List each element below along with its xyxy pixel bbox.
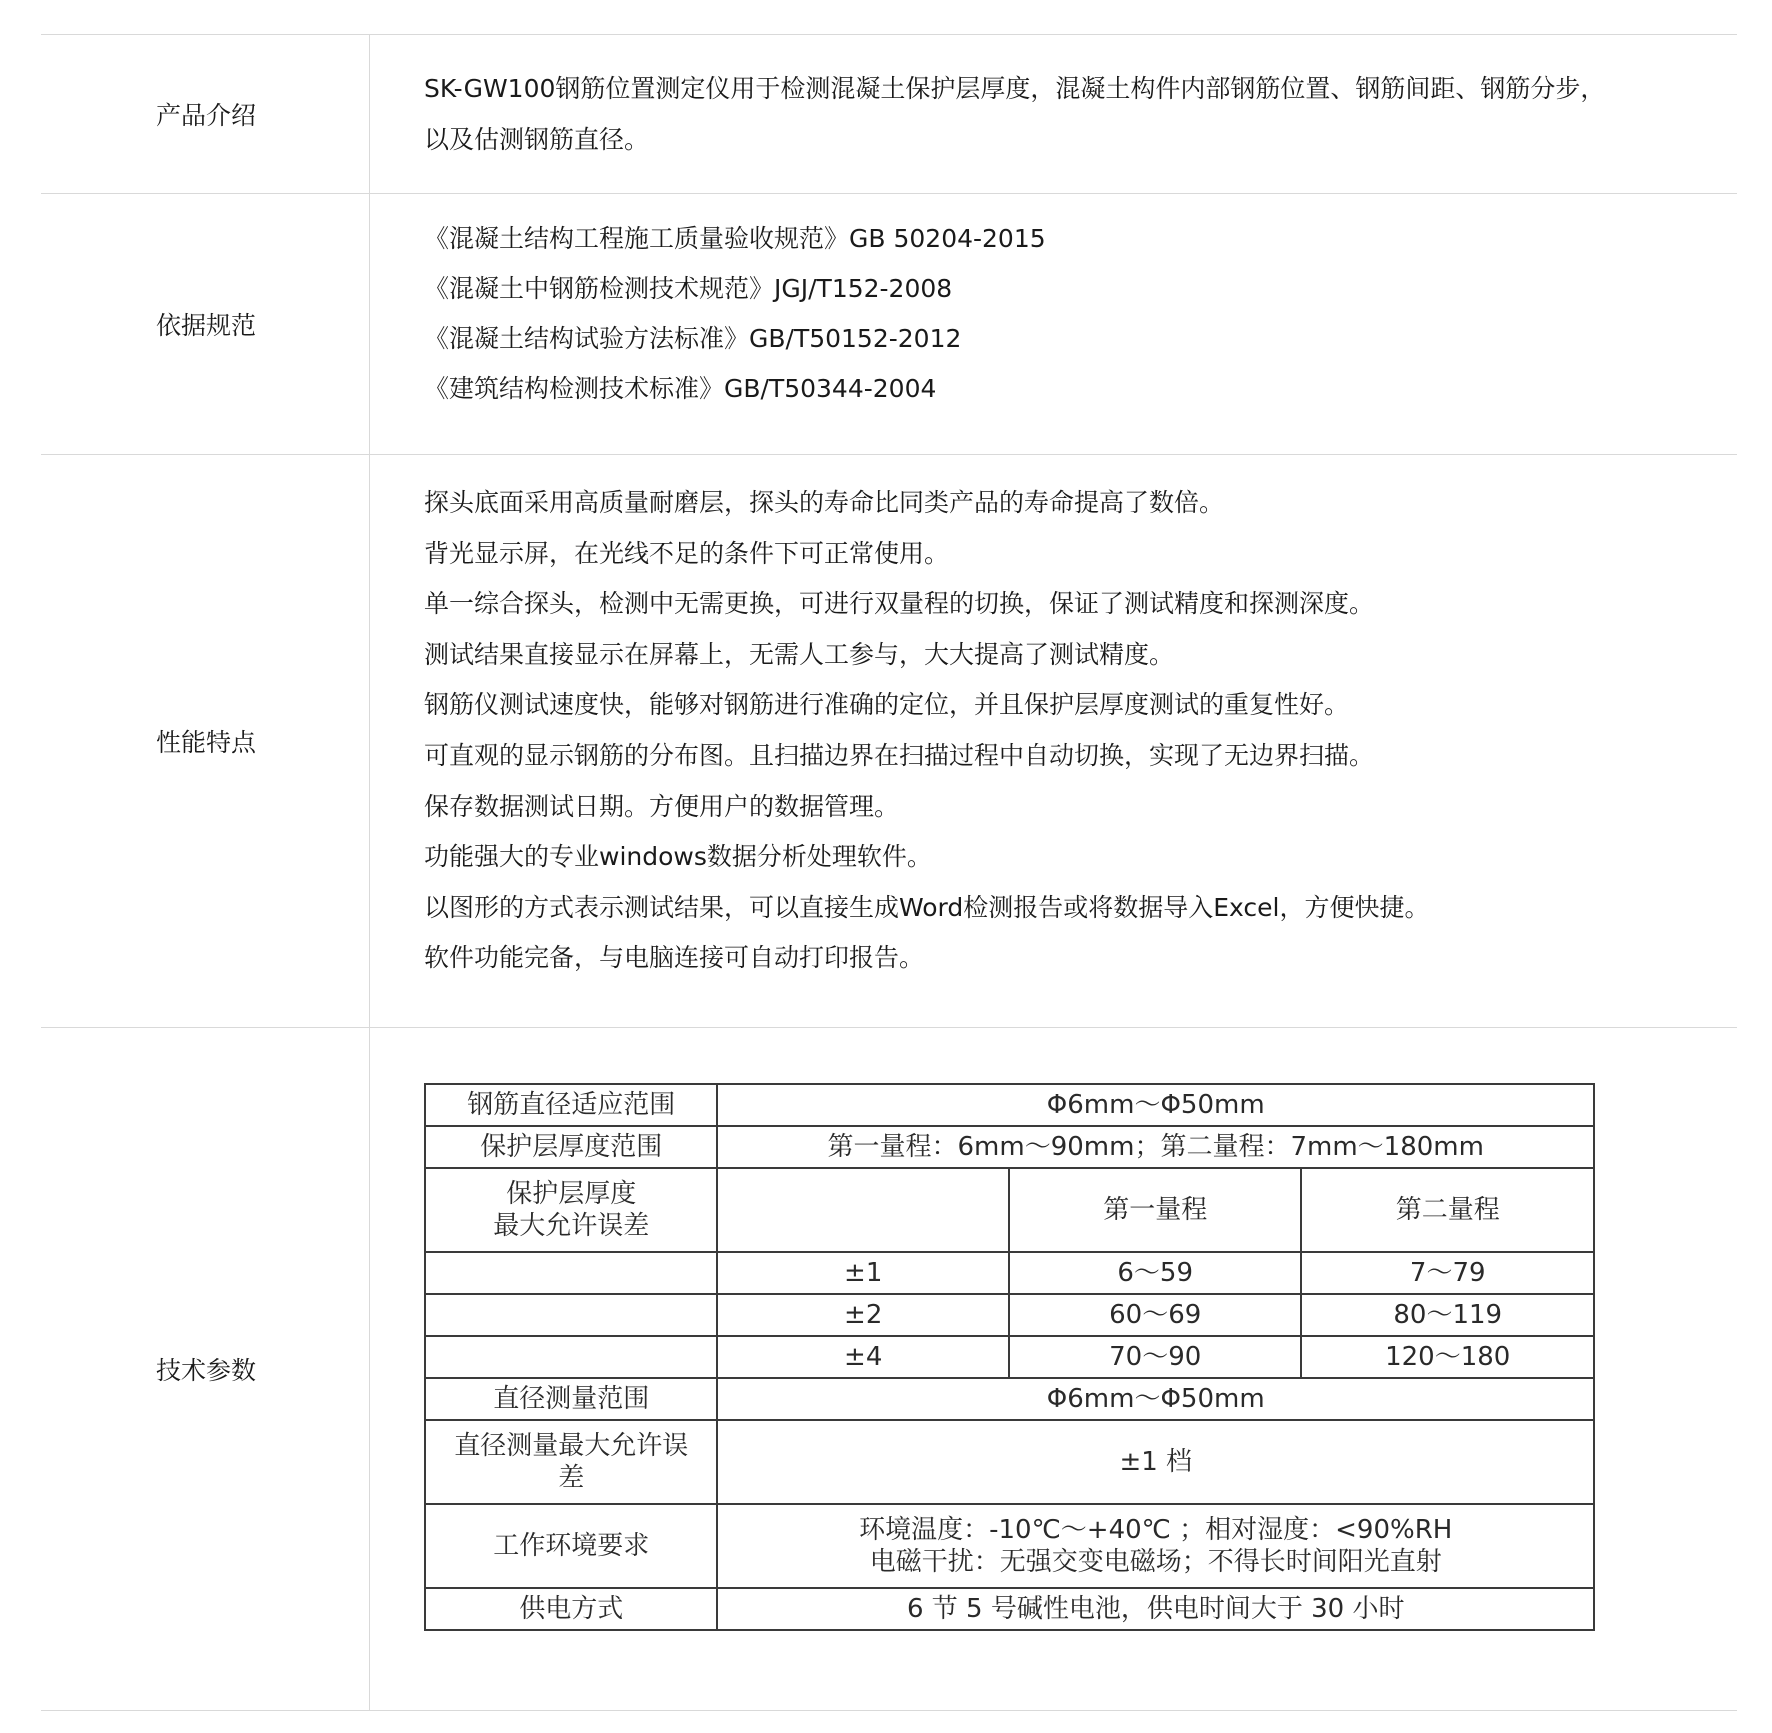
- params-cell-empty: [717, 1168, 1009, 1252]
- feature-item: 功能强大的专业windows数据分析处理软件。: [424, 842, 932, 872]
- standard-item: 《混凝土结构试验方法标准》GB/T50152-2012: [424, 324, 962, 353]
- params-row-environment: [425, 1504, 1594, 1588]
- feature-item: 测试结果直接显示在屏幕上，无需人工参与，大大提高了测试精度。: [424, 639, 1175, 669]
- params-cell-value: [717, 1504, 1594, 1588]
- standard-item: 《混凝土结构工程施工质量验收规范》GB 50204-2015: [424, 224, 1046, 253]
- params-cell-tolerance: ±1: [717, 1252, 1009, 1294]
- standard-item: 《混凝土中钢筋检测技术规范》JGJ/T152-2008: [424, 274, 953, 303]
- params-cell-label: [425, 1168, 717, 1252]
- params-cell-value: Φ6mm～Φ50mm: [717, 1084, 1594, 1126]
- params-row-cover-range: [425, 1126, 1594, 1168]
- params-cell-range2: 80～119: [1301, 1294, 1594, 1336]
- params-cell-label: 钢筋直径适应范围: [425, 1084, 717, 1126]
- params-cell-empty: [425, 1252, 717, 1294]
- diam-error-label-line: 直径测量最大允许误: [454, 1430, 689, 1461]
- params-cell-range2-header: 第二量程: [1301, 1168, 1594, 1252]
- label-tech-params: 技术参数: [41, 1028, 370, 1710]
- env-line: 电磁干扰：无强交变电磁场；不得长时间阳光直射: [869, 1547, 1442, 1577]
- params-cell-label: 工作环境要求: [425, 1504, 717, 1588]
- params-cell-label: 直径测量范围: [425, 1378, 717, 1420]
- params-row-diam-error: [425, 1420, 1594, 1504]
- params-cell-range1: 60～69: [1009, 1294, 1301, 1336]
- params-cell-range2: 120～180: [1301, 1336, 1594, 1378]
- params-cell-tolerance: ±2: [717, 1294, 1009, 1336]
- content-standards: [370, 194, 1737, 454]
- params-cell-empty: [425, 1336, 717, 1378]
- error-label-line: 保护层厚度: [506, 1178, 637, 1209]
- feature-item: 钢筋仪测试速度快，能够对钢筋进行准确的定位，并且保护层厚度测试的重复性好。: [424, 690, 1350, 720]
- row-product-intro: [41, 35, 1737, 194]
- params-table: [424, 1083, 1595, 1631]
- params-row-diam-measure: [425, 1378, 1594, 1420]
- feature-item: 可直观的显示钢筋的分布图。且扫描边界在扫描过程中自动切换，实现了无边界扫描。: [424, 740, 1375, 770]
- row-standards: [41, 194, 1737, 455]
- params-cell-range1: 70～90: [1009, 1336, 1301, 1378]
- params-cell-range1: 6～59: [1009, 1252, 1301, 1294]
- label-features: 性能特点: [41, 455, 370, 1027]
- feature-item: 探头底面采用高质量耐磨层，探头的寿命比同类产品的寿命提高了数倍。: [424, 488, 1225, 517]
- params-cell-range1-header: 第一量程: [1009, 1168, 1301, 1252]
- params-cell-value: 6 节 5 号碱性电池，供电时间大于 30 小时: [717, 1588, 1594, 1630]
- params-cell-empty: [425, 1294, 717, 1336]
- params-cell-label: 保护层厚度范围: [425, 1126, 717, 1168]
- params-row-error: [425, 1252, 1594, 1294]
- content-tech-params: [370, 1028, 1737, 1710]
- params-row-error-header: [425, 1168, 1594, 1252]
- feature-item: 以图形的方式表示测试结果，可以直接生成Word检测报告或将数据导入Excel，方便快捷。: [424, 892, 1430, 922]
- params-cell-value: ±1 档: [717, 1420, 1594, 1504]
- spec-table: [41, 34, 1737, 1711]
- intro-line: 以及估测钢筋直径。: [424, 125, 650, 154]
- env-line: 环境温度：-10℃～+40℃ ；相对湿度：<90%RH: [859, 1514, 1453, 1545]
- params-row-diameter-range: [425, 1084, 1594, 1126]
- params-cell-label: 供电方式: [425, 1588, 717, 1630]
- diam-error-label-line: 差: [558, 1463, 585, 1493]
- row-tech-params: [41, 1028, 1737, 1711]
- feature-item: 单一综合探头，检测中无需更换，可进行双量程的切换，保证了测试精度和探测深度。: [424, 589, 1375, 619]
- row-features: [41, 455, 1737, 1028]
- params-row-power: [425, 1588, 1594, 1630]
- error-label-line: 最大允许误差: [493, 1211, 650, 1241]
- label-standards: 依据规范: [41, 194, 370, 454]
- params-cell-tolerance: ±4: [717, 1336, 1009, 1378]
- feature-item: 软件功能完备，与电脑连接可自动打印报告。: [424, 943, 925, 973]
- feature-item: 保存数据测试日期。方便用户的数据管理。: [424, 791, 900, 821]
- params-cell-value: Φ6mm～Φ50mm: [717, 1378, 1594, 1420]
- intro-line: SK-GW100钢筋位置测定仪用于检测混凝土保护层厚度，混凝土构件内部钢筋位置、钢筋间距、钢筋分步，: [424, 74, 1606, 103]
- params-row-error: [425, 1336, 1594, 1378]
- standard-item: 《建筑结构检测技术标准》GB/T50344-2004: [424, 374, 937, 403]
- feature-item: 背光显示屏，在光线不足的条件下可正常使用。: [424, 538, 950, 568]
- label-product-intro: 产品介绍: [41, 35, 370, 193]
- params-cell-value: 第一量程：6mm～90mm；第二量程：7mm～180mm: [717, 1126, 1594, 1168]
- content-product-intro: [370, 35, 1737, 193]
- params-cell-label: [425, 1420, 717, 1504]
- params-row-error: [425, 1294, 1594, 1336]
- content-features: [370, 455, 1737, 1027]
- params-cell-range2: 7～79: [1301, 1252, 1594, 1294]
